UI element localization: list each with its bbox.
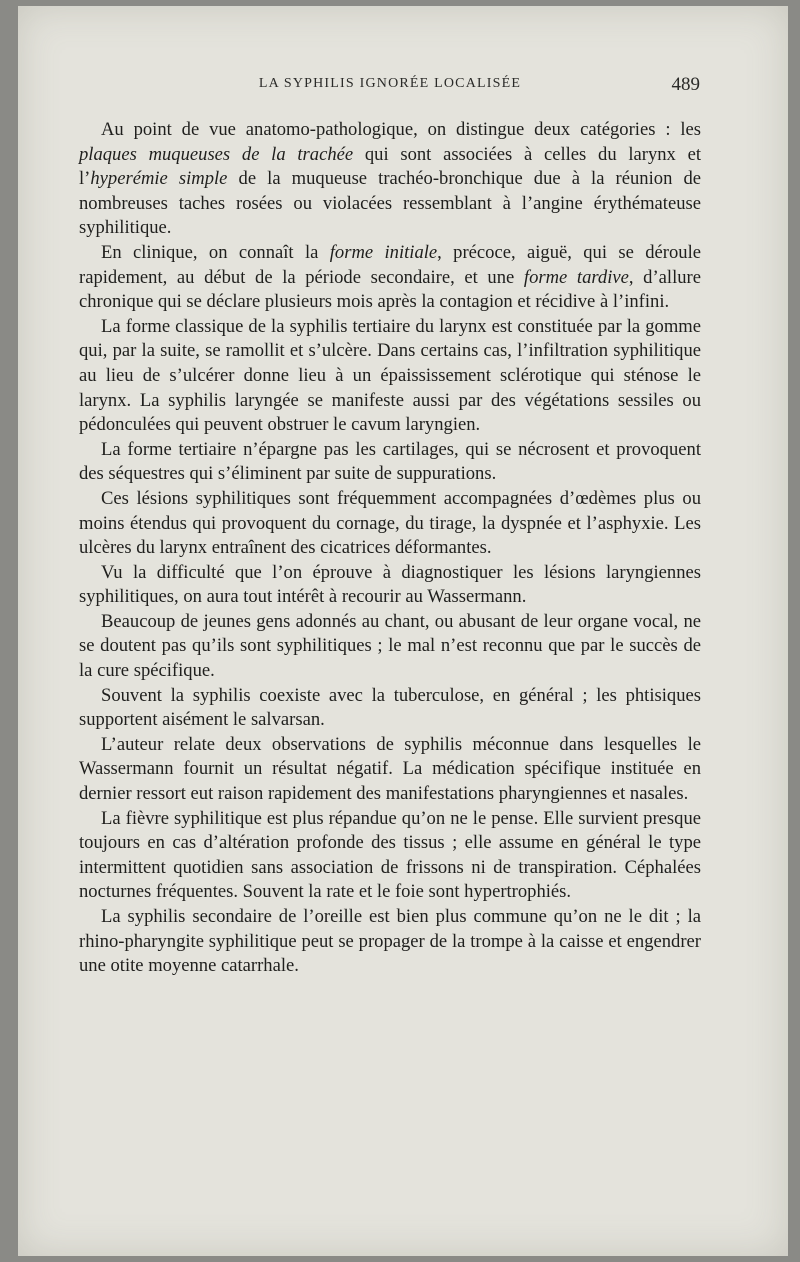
paragraph: La forme classique de la syphilis tertiaire du larynx est constituée par la gomme qui, par la suite, se ramollit et s’ulcère. Dans certains cas, l’infiltration syphilitique au lieu de s’ulcérer donne lieu à un épaississement sclérotique qui sténose le larynx. La syphilis laryngée se manifeste aussi par des végétations sessiles ou pédonculées qui peuvent obstruer le cavum laryngien. bbox=[79, 315, 701, 436]
paragraph: Au point de vue anatomo-pathologique, on distingue deux catégories : les plaques muqueuses de la trachée qui sont associées à celles du larynx et l’hyperémie simple de la muqueuse trachéo-bronchique due à la réunion de nombreuses taches rosées ou violacées ressemblant à l’angine érythémateuse syphilitique. bbox=[79, 119, 701, 239]
paragraph: La syphilis secondaire de l’oreille est bien plus commune qu’on ne le dit ; la rhino-pharyngite syphilitique peut se propager de la trompe à la caisse et engendrer une otite moyenne catarrhale. bbox=[79, 906, 701, 977]
italic-term: forme tardive bbox=[523, 266, 629, 288]
running-title: LA SYPHILIS IGNORÉE LOCALISÉE bbox=[258, 76, 522, 91]
paragraph: Beaucoup de jeunes gens adonnés au chant, ou abusant de leur organe vocal, ne se doutent pas qu’ils sont syphilitiques ; le mal n’est reconnu que par le succès de la cure spécifique. bbox=[79, 610, 701, 682]
paragraph: Vu la difficulté que l’on éprouve à diagnostiquer les lésions laryngiennes syphilitiques, on aura tout intérêt à recourir au Wassermann. bbox=[79, 561, 701, 608]
italic-term: hyperémie simple bbox=[90, 168, 228, 190]
page-number: 489 bbox=[671, 74, 700, 95]
paragraph: La fièvre syphilitique est plus répandue qu’on ne le pense. Elle survient presque toujours en cas d’altération profonde des tissus ; elle assume en général le type intermittent quotidien sans association de frissons ni de transpiration. Céphalées nocturnes fréquentes. Souvent la rate et le foie sont hypertrophiés. bbox=[79, 807, 701, 903]
paragraph: La forme tertiaire n’épargne pas les cartilages, qui se nécrosent et provoquent des séquestres qui s’éliminent par suite de suppurations. bbox=[79, 438, 701, 485]
body-text bbox=[79, 118, 701, 979]
paragraph: En clinique, on connaît la forme initiale, précoce, aiguë, qui se déroule rapidement, au début de la période secondaire, et une forme tardive, d’allure chronique qui se déclare plusieurs mois après la contagion et récidive à l’infini. bbox=[79, 241, 701, 313]
paragraph: Souvent la syphilis coexiste avec la tuberculose, en général ; les phtisiques supportent aisément le salvarsan. bbox=[79, 684, 701, 731]
paragraph: L’auteur relate deux observations de syphilis méconnue dans lesquelles le Wassermann fournit un résultat négatif. La médication spécifique instituée en dernier ressort eut raison rapidement des manifestations pharyngiennes et nasales. bbox=[79, 733, 701, 805]
paragraph: Ces lésions syphilitiques sont fréquemment accompagnées d’œdèmes plus ou moins étendus qui provoquent du cornage, du tirage, la dyspnée et l’asphyxie. Les ulcères du larynx entraînent des cicatrices déformantes. bbox=[79, 487, 701, 559]
italic-term: forme initiale bbox=[329, 241, 438, 263]
book-page bbox=[18, 6, 788, 1256]
page-header bbox=[80, 74, 700, 98]
italic-term: plaques muqueuses de la trachée bbox=[79, 143, 354, 165]
